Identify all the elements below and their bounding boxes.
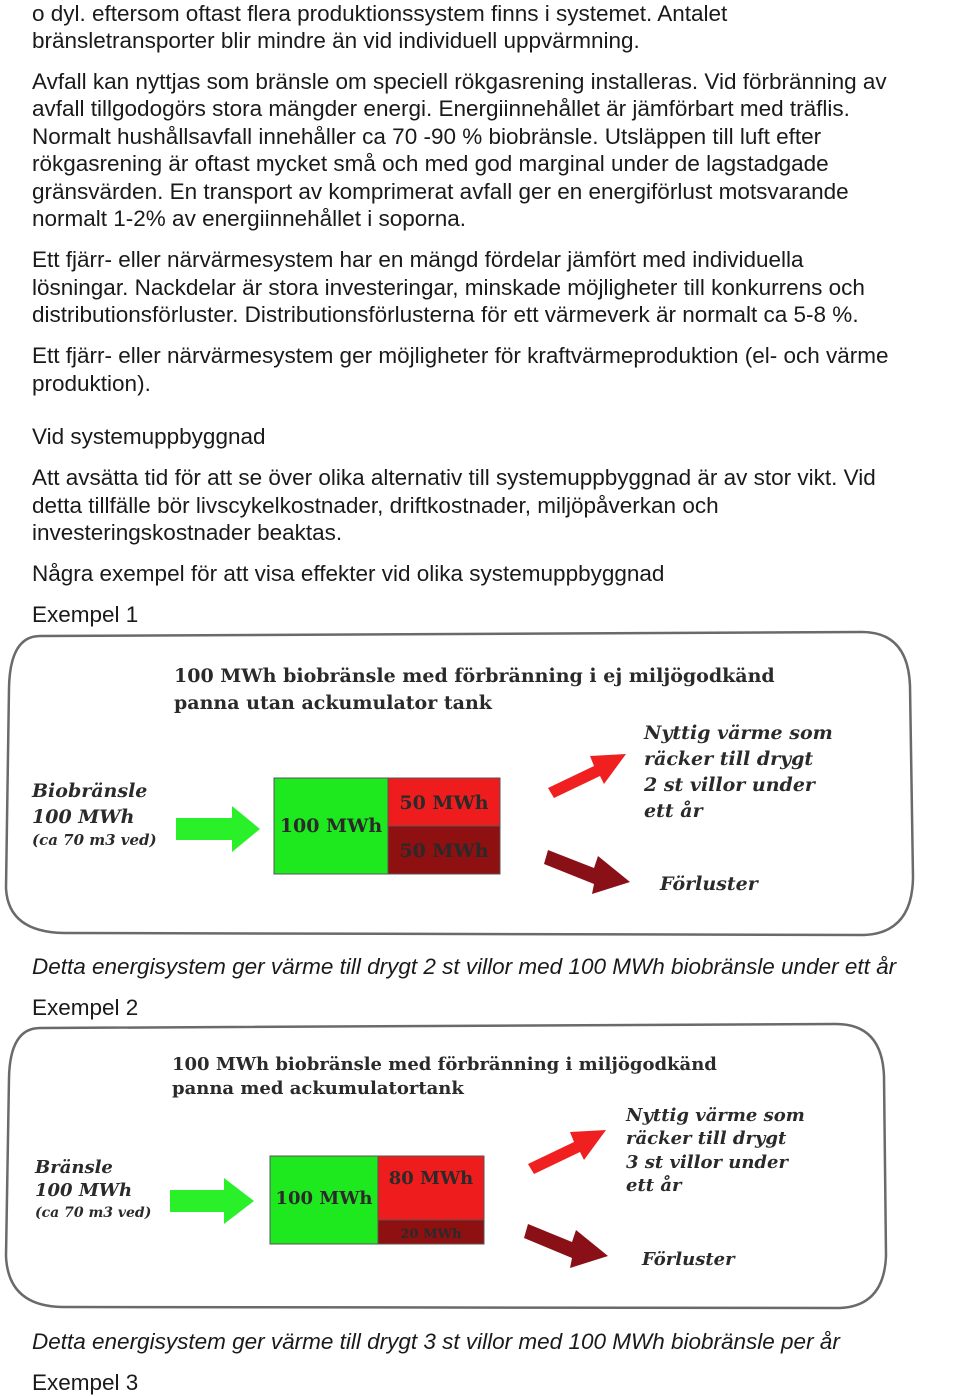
example-caption: Detta energisystem ger värme till drygt 2 st villor med 100 MWh biobränsle under ett år (32, 954, 897, 979)
useful-box-label: 50 MWh (399, 792, 489, 814)
useful-box-label: 80 MWh (388, 1168, 474, 1189)
useful-heat-text: räcker till drygt (626, 1128, 787, 1149)
paragraph-line: bränsletransporter blir mindre än vid individuell uppvärmning. (32, 28, 640, 53)
example-label: Exempel 3 (32, 1370, 139, 1395)
example-caption: Detta energisystem ger värme till drygt 3 st villor med 100 MWh biobränsle per år (32, 1329, 840, 1354)
paragraph-line: lösningar. Nackdelar är stora investeringar, minskade möjligheter till konkurrens och (32, 275, 865, 300)
useful-heat-text: räcker till drygt (644, 748, 814, 770)
useful-heat-text: Nyttig värme som (626, 1105, 805, 1126)
fuel-label: Bränsle (35, 1157, 113, 1178)
useful-heat-text: ett år (644, 800, 703, 822)
paragraph-line: gränsvärden. En transport av komprimerat avfall ger en energiförlust motsvarande (32, 179, 849, 204)
diagram-title-line-1: 100 MWh biobränsle med förbränning i ej miljögodkänd (174, 665, 775, 687)
useful-heat-text: 3 st villor under (626, 1152, 788, 1173)
paragraph-line: avfall tillgodogörs stora mängder energi. Energiinnehållet är jämförbart med träflis. (32, 96, 850, 121)
paragraph-line: o dyl. eftersom oftast flera produktionssystem finns i systemet. Antalet (32, 1, 728, 26)
energy-diagram-2 (4, 1020, 888, 1310)
paragraph-line: normalt 1-2% av energiinnehållet i soporna. (32, 206, 467, 231)
fuel-volume: (ca 70 m3 ved) (32, 831, 157, 849)
diagram-title-line-2: panna utan ackumulator tank (174, 692, 492, 714)
energy-diagram-1 (4, 628, 916, 940)
paragraph-line: investeringskostnader beaktas. (32, 520, 343, 545)
useful-heat-text: ett år (626, 1175, 682, 1196)
paragraph-line: rökgasrening är oftast mycket små och med god marginal under de lagstadgade (32, 151, 829, 176)
loss-label: Förluster (642, 1249, 735, 1270)
useful-heat-text: 2 st villor under (644, 774, 815, 796)
example-label: Exempel 2 (32, 995, 139, 1020)
fuel-amount: 100 MWh (32, 806, 135, 828)
paragraph-line: Avfall kan nyttjas som bränsle om speciell rökgasrening installeras. Vid förbränning av (32, 69, 887, 94)
fuel-amount: 100 MWh (35, 1180, 133, 1201)
paragraph-line: distributionsförluster. Distributionsförlusterna för ett värmeverk är normalt ca 5-8 %. (32, 302, 859, 327)
useful-heat-text: Nyttig värme som (644, 722, 833, 744)
diagram-title-line-2: panna med ackumulatortank (172, 1078, 464, 1099)
paragraph-line: Normalt hushållsavfall innehåller ca 70 -90 % biobränsle. Utsläppen till luft efter (32, 124, 822, 149)
fuel-label: Biobränsle (32, 780, 148, 802)
paragraph-line: detta tillfälle bör livscykelkostnader, driftkostnader, miljöpåverkan och (32, 493, 719, 518)
loss-label: Förluster (660, 873, 758, 895)
paragraph-line: produktion). (32, 371, 151, 396)
paragraph-line: Ett fjärr- eller närvärmesystem ger möjligheter för kraftvärmeproduktion (el- och värme (32, 343, 889, 368)
paragraph-line: Att avsätta tid för att se över olika alternativ till systemuppbyggnad är av stor vikt. Vid (32, 465, 876, 490)
diagram-title-line-1: 100 MWh biobränsle med förbränning i miljögodkänd (172, 1054, 717, 1075)
paragraph-line: Ett fjärr- eller närvärmesystem har en mängd fördelar jämfört med individuella (32, 247, 804, 272)
paragraph-line: Några exempel för att visa effekter vid olika systemuppbyggnad (32, 561, 665, 586)
input-box-label: 100 MWh (275, 1188, 373, 1209)
loss-box-label: 50 MWh (399, 840, 489, 862)
section-heading: Vid systemuppbyggnad (32, 424, 266, 449)
fuel-volume: (ca 70 m3 ved) (35, 1205, 152, 1221)
loss-box-label: 20 MWh (400, 1227, 462, 1242)
example-label: Exempel 1 (32, 602, 139, 627)
input-box-label: 100 MWh (279, 815, 383, 837)
